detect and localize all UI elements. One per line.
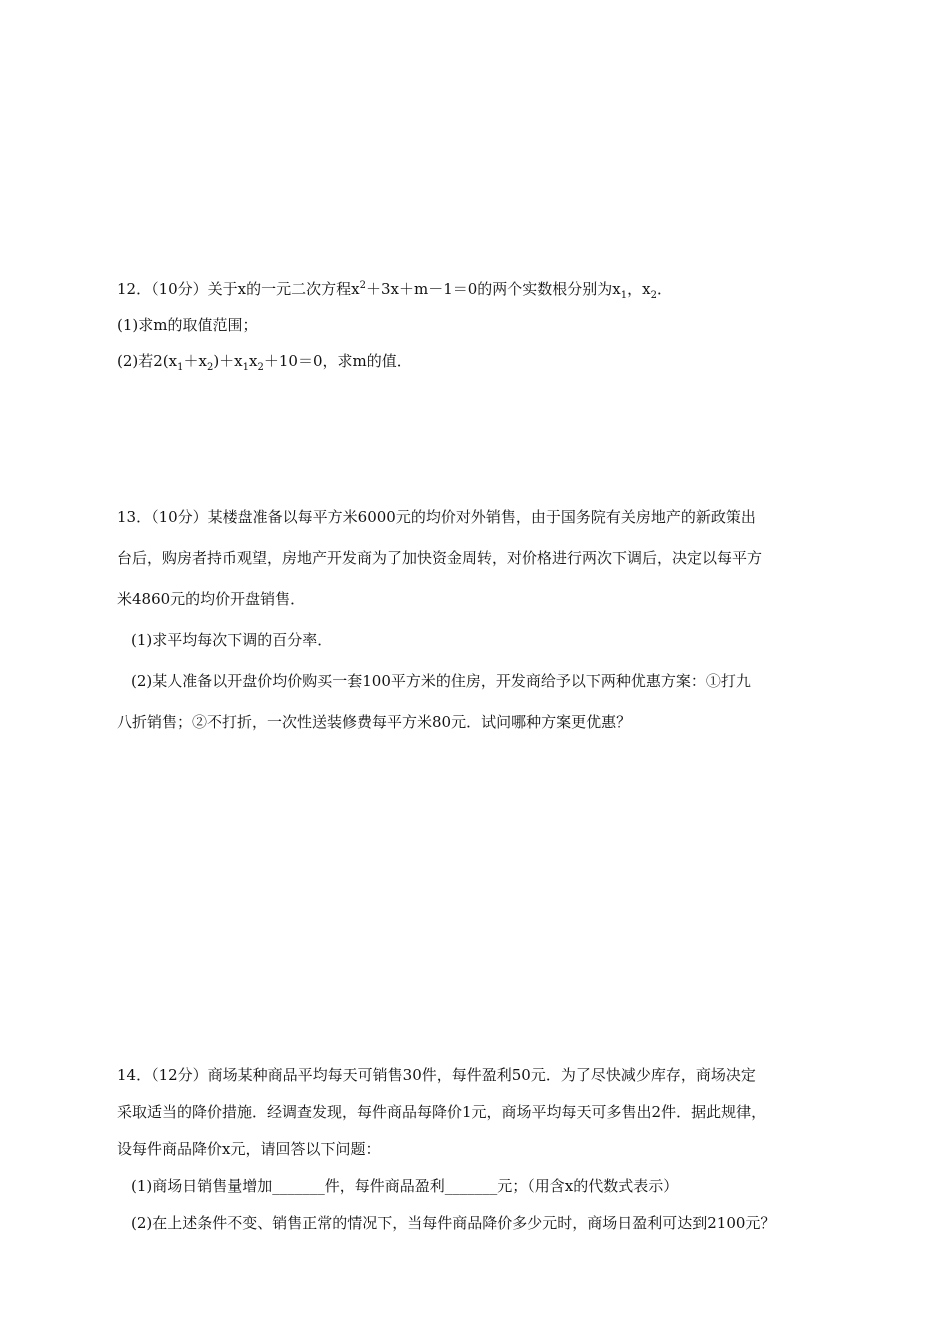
- problem-14-line-1: 14．（12分）商场某种商品平均每天可销售30件，每件盈利50元．为了尽快减少库存，商场决定: [117, 1066, 756, 1084]
- p14-q1-c: 元；（用含x的代数式表示）: [497, 1177, 679, 1195]
- problem-12-question-1: (1)求m的取值范围；: [117, 316, 258, 334]
- p12-end: ．: [656, 280, 672, 298]
- problem-12: [117, 279, 842, 387]
- problem-14-question-2: (2)在上述条件不变、销售正常的情况下，当每件商品降价多少元时，商场日盈利可达到2100元？: [131, 1214, 776, 1232]
- answer-blank-2: _______: [444, 1177, 498, 1195]
- p12-head: 12．（10分）关于x的一元二次方程x: [117, 280, 360, 298]
- problem-13-line-1: 13．（10分）某楼盘准备以每平方米6000元的均价对外销售，由于国务院有关房地产的新政策出: [117, 508, 756, 526]
- p12-q2-sub4: 2: [257, 362, 264, 373]
- problem-12-question-2: [117, 351, 842, 371]
- problem-13: [117, 507, 842, 753]
- p12-sub2: 2: [650, 290, 657, 301]
- p14-q1-b: 件，每件商品盈利: [324, 1177, 445, 1195]
- problem-14-line-3: 设每件商品降价x元，请回答以下问题：: [117, 1140, 381, 1158]
- p12-sub1: 1: [620, 290, 628, 301]
- p12-sup2: 2: [359, 280, 366, 291]
- p12-q2-e: ＋10＝0，求m的值．: [263, 352, 412, 370]
- problem-12-stem: [117, 279, 842, 299]
- p12-q2-sub2: 2: [206, 362, 214, 373]
- problem-14-question-1: [117, 1176, 842, 1196]
- problem-13-line-2: 台后，购房者持币观望，房地产开发商为了加快资金周转，对价格进行两次下调后，决定以每平方: [117, 549, 763, 567]
- p12-eq-rest: ＋3x＋m－1＝0的两个实数根分别为x: [365, 280, 621, 298]
- p12-q2-b: ＋x: [183, 352, 207, 370]
- answer-blank-1: _______: [272, 1177, 325, 1195]
- problem-13-question-2-line-2: 八折销售；②不打折，一次性送装修费每平方米80元．试问哪种方案更优惠？: [117, 713, 632, 731]
- p12-comma: ，x: [627, 280, 651, 298]
- problem-14: [117, 1065, 842, 1250]
- p12-q2-c: )＋x: [213, 352, 243, 370]
- p14-q1-a: (1)商场日销售量增加: [131, 1177, 273, 1195]
- problem-14-line-2: 采取适当的降价措施．经调查发现，每件商品每降价1元，商场平均每天可多售出2件．据此规律，: [117, 1103, 767, 1121]
- p12-q2-a: (2)若2(x: [117, 352, 178, 370]
- p12-q2-sub3: 1: [242, 362, 250, 373]
- problem-13-question-2-line-1: (2)某人准备以开盘价均价购买一套100平方米的住房，开发商给予以下两种优惠方案：①打九: [131, 672, 751, 690]
- p12-q2-d: x: [249, 352, 258, 370]
- problem-13-line-3: 米4860元的均价开盘销售．: [117, 590, 306, 608]
- p12-q2-sub1: 1: [177, 362, 184, 373]
- problem-13-question-1: (1)求平均每次下调的百分率．: [131, 631, 333, 649]
